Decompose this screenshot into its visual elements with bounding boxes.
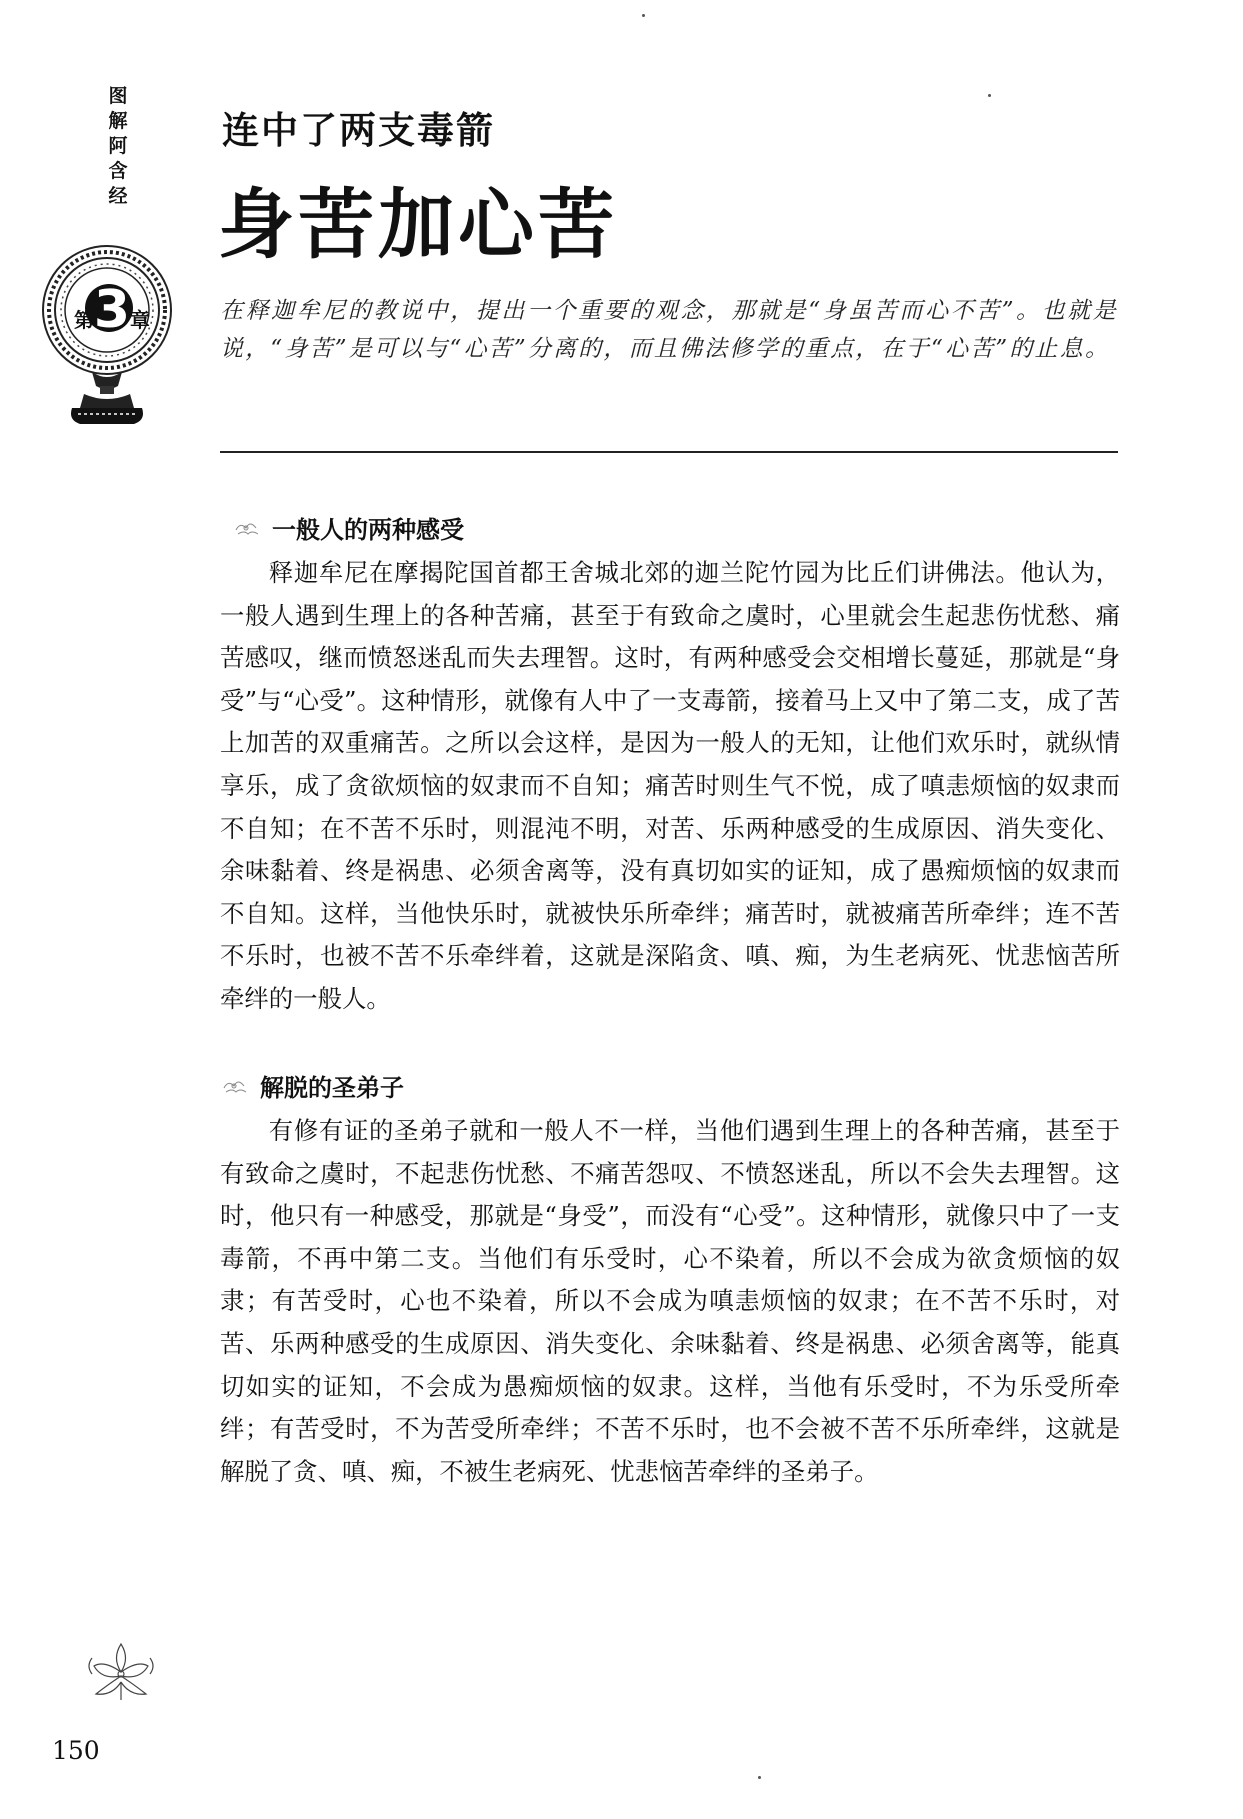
- section-body: 有修有证的圣弟子就和一般人不一样，当他们遇到生理上的各种苦痛，甚至于有致命之虞时，不起悲伤忧愁、不痛苦怨叹、不愤怒迷乱，所以不会失去理智。这时，他只有一种感受，那就是“身受”，而没有“心受”。这种情形，就像只中了一支毒箭，不再中第二支。当他们有乐受时，心不染着，所以不会成为欲贪烦恼的奴隶；有苦受时，心也不染着，所以不会成为嗔恚烦恼的奴隶；在不苦不乐时，对苦、乐两种感受的生成原因、消失变化、余味黏着、终是祸患、必须舍离等，能真切如实的证知，不会成为愚痴烦恼的奴隶。这样，当他有乐受时，不为乐受所牵绊；有苦受时，不为苦受所牵绊；不苦不乐时，也不会被不苦不乐所牵绊，这就是解脱了贪、嗔、痴，不被生老病死、忧悲恼苦牵绊的圣弟子。: [220, 1116, 1120, 1486]
- section-body: 释迦牟尼在摩揭陀国首都王舍城北郊的迦兰陀竹园为比丘们讲佛法。他认为，一般人遇到生理上的各种苦痛，甚至于有致命之虞时，心里就会生起悲伤忧愁、痛苦感叹，继而愤怒迷乱而失去理智。这时，有两种感受会交相增长蔓延，那就是“身受”与“心受”。这种情形，就像有人中了一支毒箭，接着马上又中了第二支，成了苦上加苦的双重痛苦。之所以会这样，是因为一般人的无知，让他们欢乐时，就纵情享乐，成了贪欲烦恼的奴隶而不自知；痛苦时则生气不悦，成了嗔恚烦恼的奴隶而不自知；在不苦不乐时，则混沌不明，对苦、乐两种感受的生成原因、消失变化、余味黏着、终是祸患、必须舍离等，没有真切如实的证知，成了愚痴烦恼的奴隶而不自知。这样，当他快乐时，就被快乐所牵绊；痛苦时，就被痛苦所牵绊；连不苦不乐时，也被不苦不乐牵绊着，这就是深陷贪、嗔、痴，为生老病死、忧悲恼苦所牵绊的一般人。: [220, 558, 1120, 1013]
- flower-icon: [220, 1074, 252, 1098]
- speck: [758, 1776, 761, 1779]
- section-heading: [220, 1068, 404, 1103]
- flower-icon: [232, 516, 264, 540]
- page-title: 身苦加心苦: [218, 180, 618, 269]
- chapter-emblem: [34, 244, 180, 440]
- series-char: 图: [108, 85, 128, 107]
- chapter-suffix: 章: [130, 308, 150, 332]
- divider: [220, 451, 1118, 453]
- page-number: 150: [52, 1736, 100, 1765]
- section-heading-text: 解脱的圣弟子: [260, 1074, 404, 1102]
- series-char: 解: [108, 110, 128, 132]
- section-heading-text: 一般人的两种感受: [272, 516, 464, 544]
- series-char: 经: [108, 185, 128, 207]
- speck: [642, 14, 645, 17]
- intro-paragraph: 在释迦牟尼的教说中，提出一个重要的观念，那就是“身虽苦而心不苦”。也就是说，“身苦”是可以与“心苦”分离的，而且佛法修学的重点，在于“心苦”的止息。: [220, 298, 1118, 362]
- series-char: 含: [108, 160, 128, 182]
- lotus-ornament-icon: [82, 1636, 160, 1704]
- chapter-number: 3: [93, 280, 131, 340]
- series-char: 阿: [108, 135, 128, 157]
- page-subtitle: 连中了两支毒箭: [222, 108, 495, 152]
- chapter-prefix: 第: [74, 308, 94, 332]
- chapter-emblem-icon: [34, 244, 180, 440]
- section-heading: [232, 510, 464, 545]
- series-title: [104, 84, 132, 209]
- speck: [988, 94, 991, 97]
